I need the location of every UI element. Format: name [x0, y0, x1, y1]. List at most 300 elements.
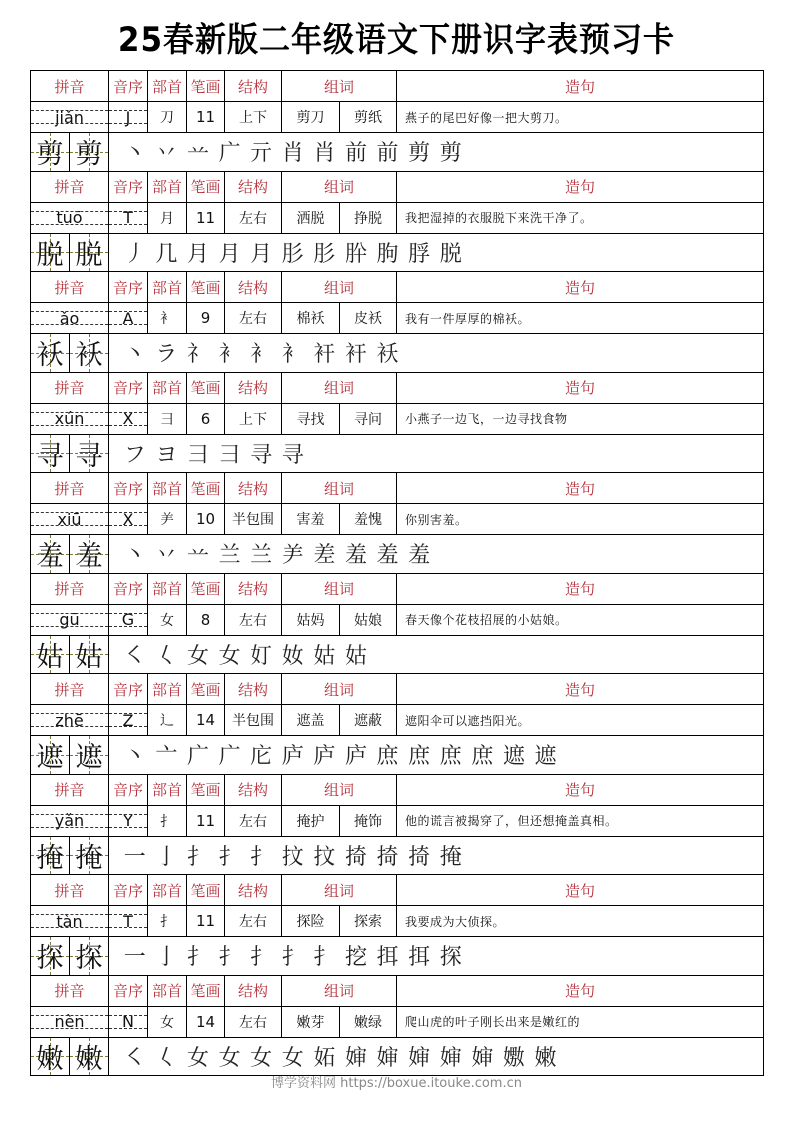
- yinxu-value: J: [109, 102, 148, 132]
- stroke-step: 羞: [376, 543, 399, 569]
- bushou-value: ⺶: [148, 504, 187, 534]
- header-pinyin: 拼音: [31, 172, 109, 202]
- jiegou-value: 上下: [225, 102, 282, 132]
- header-pinyin: 拼音: [31, 875, 109, 905]
- header-yinxu: 音序: [109, 473, 148, 503]
- stroke-step: 𡿨: [155, 643, 178, 669]
- stroke-step: 扌: [218, 945, 241, 971]
- bihua-value: 11: [187, 203, 225, 233]
- header-jiegou: 结构: [225, 473, 282, 503]
- pinyin-value: gū: [31, 605, 109, 635]
- header-yinxu: 音序: [109, 373, 148, 403]
- bihua-value: 8: [187, 605, 225, 635]
- stroke-step: ラ: [155, 342, 178, 368]
- stroke-step: 广: [218, 141, 241, 167]
- stroke-step: 嫐: [502, 1045, 525, 1071]
- header-zuci: 组词: [282, 574, 397, 604]
- stroke-order: [109, 234, 763, 272]
- stroke-step: 月: [250, 241, 273, 267]
- character-card: [31, 875, 763, 976]
- bushou-value: 扌: [148, 906, 187, 936]
- practice-char: 嫩: [75, 1043, 103, 1075]
- page-title: 25春新版二年级语文下册识字表预习卡: [117, 20, 676, 60]
- pinyin-value: jiǎn: [31, 102, 109, 132]
- stroke-step: 扌: [281, 945, 304, 971]
- stroke-order: [109, 133, 763, 171]
- tianzige-box: [70, 435, 109, 473]
- stroke-step: 广: [218, 744, 241, 770]
- sentence: 我有一件厚厚的棉袄。: [405, 311, 531, 326]
- header-zuci: 组词: [282, 172, 397, 202]
- header-bihua: 笔画: [187, 775, 225, 805]
- header-jiegou: 结构: [225, 875, 282, 905]
- stroke-step: 挕: [376, 945, 399, 971]
- header-yinxu: 音序: [109, 272, 148, 302]
- header-jiegou: 结构: [225, 674, 282, 704]
- practice-char: 探: [36, 943, 64, 975]
- header-bushou: 部首: [148, 473, 187, 503]
- stroke-order: [109, 535, 763, 573]
- sentence: 我把湿掉的衣服脱下来洗干净了。: [405, 211, 593, 225]
- header-yinxu: 音序: [109, 976, 148, 1006]
- stroke-step: 一: [123, 945, 146, 971]
- stroke-step: 亓: [250, 141, 273, 167]
- stroke-step: 扌: [313, 945, 336, 971]
- bushou-value: 辶: [148, 705, 187, 735]
- header-jiegou: 结构: [225, 976, 282, 1006]
- stroke-step: 寻: [250, 442, 273, 468]
- stroke-step: 女: [186, 643, 209, 669]
- stroke-step: 庶: [408, 744, 431, 770]
- practice-row: [31, 937, 763, 976]
- stroke-step: 丶: [123, 543, 146, 569]
- header-row: [31, 71, 763, 102]
- stroke-step: 丷: [155, 141, 178, 167]
- sentence: 你别害羞。: [405, 512, 468, 527]
- character-card: [31, 574, 763, 675]
- stroke-step: 扌: [250, 844, 273, 870]
- stroke-step: 抆: [281, 844, 304, 870]
- bihua-value: 11: [187, 906, 225, 936]
- sentence: 我要成为大侦探。: [405, 914, 506, 929]
- stroke-step: 庐: [344, 744, 367, 770]
- practice-row: [31, 234, 763, 273]
- header-bushou: 部首: [148, 976, 187, 1006]
- info-row: [31, 203, 763, 234]
- stroke-step: 庀: [250, 744, 273, 770]
- stroke-step: ⺕: [218, 442, 241, 468]
- stroke-step: 女: [218, 643, 241, 669]
- character-table: [30, 70, 764, 1076]
- stroke-step: 亅: [155, 844, 178, 870]
- tianzige-box: [70, 937, 109, 975]
- stroke-step: ㇛: [123, 1045, 146, 1071]
- stroke-step: 姑: [344, 643, 367, 669]
- header-bushou: 部首: [148, 674, 187, 704]
- header-bihua: 笔画: [187, 71, 225, 101]
- header-yinxu: 音序: [109, 574, 148, 604]
- stroke-step: ヨ: [155, 442, 178, 468]
- header-jiegou: 结构: [225, 775, 282, 805]
- header-zaoju: 造句: [564, 680, 595, 699]
- practice-char: 嫩: [36, 1043, 64, 1075]
- stroke-step: 抆: [313, 844, 336, 870]
- header-zaoju: 造句: [564, 77, 595, 96]
- stroke-step: 探: [439, 945, 462, 971]
- tianzige-box: [31, 937, 70, 975]
- practice-char: 袄: [75, 340, 103, 372]
- header-bihua: 笔画: [187, 875, 225, 905]
- header-pinyin: 拼音: [31, 272, 109, 302]
- pinyin-value: yǎn: [31, 806, 109, 836]
- word-2: 皮袄: [340, 303, 397, 333]
- info-row: [31, 906, 763, 937]
- stroke-step: 脬: [408, 241, 431, 267]
- header-zuci: 组词: [282, 272, 397, 302]
- yinxu-value: Z: [109, 705, 148, 735]
- header-zaoju: 造句: [564, 479, 595, 498]
- tianzige-box: [70, 334, 109, 372]
- tianzige-box: [31, 435, 70, 473]
- stroke-step: 掎: [344, 844, 367, 870]
- practice-row: [31, 837, 763, 876]
- info-row: [31, 605, 763, 636]
- bihua-value: 11: [187, 806, 225, 836]
- header-bihua: 笔画: [187, 574, 225, 604]
- stroke-step: 礻: [186, 342, 209, 368]
- header-row: [31, 373, 763, 404]
- header-yinxu: 音序: [109, 71, 148, 101]
- yinxu-value: N: [109, 1007, 148, 1037]
- stroke-step: 姑: [313, 643, 336, 669]
- header-zuci: 组词: [282, 674, 397, 704]
- practice-row: [31, 535, 763, 574]
- info-row: [31, 102, 763, 133]
- info-row: [31, 303, 763, 334]
- stroke-step: 羞: [408, 543, 431, 569]
- bihua-value: 14: [187, 1007, 225, 1037]
- sentence: 他的谎言被揭穿了，但还想掩盖真相。: [405, 814, 618, 828]
- header-row: [31, 473, 763, 504]
- character-card: [31, 775, 763, 876]
- jiegou-value: 半包围: [225, 705, 282, 735]
- word-1: 探险: [282, 906, 340, 936]
- stroke-step: 婶: [471, 1045, 494, 1071]
- stroke-step: 前: [376, 141, 399, 167]
- stroke-step: 一: [123, 844, 146, 870]
- header-zaoju: 造句: [564, 580, 595, 598]
- yinxu-value: X: [109, 404, 148, 434]
- stroke-step: 女: [250, 1045, 273, 1071]
- header-bihua: 笔画: [187, 272, 225, 302]
- header-zuci: 组词: [282, 373, 397, 403]
- stroke-order: [109, 435, 763, 473]
- pinyin-value: nèn: [31, 1007, 109, 1037]
- stroke-step: 广: [186, 744, 209, 770]
- stroke-step: 兰: [218, 543, 241, 569]
- header-bushou: 部首: [148, 172, 187, 202]
- tianzige-box: [70, 837, 109, 875]
- stroke-step: ㇛: [123, 643, 146, 669]
- header-pinyin: 拼音: [31, 71, 109, 101]
- pinyin-value: zhē: [31, 705, 109, 735]
- stroke-step: 挖: [344, 945, 367, 971]
- character-card: [31, 976, 763, 1077]
- practice-char: 掩: [75, 842, 103, 874]
- stroke-step: 庐: [281, 744, 304, 770]
- header-zuci: 组词: [282, 875, 397, 905]
- stroke-step: 婶: [408, 1045, 431, 1071]
- sentence: 遮阳伞可以遮挡阳光。: [405, 713, 531, 728]
- header-zaoju: 造句: [564, 278, 595, 297]
- header-bushou: 部首: [148, 373, 187, 403]
- header-row: [31, 775, 763, 806]
- pinyin-value: tuō: [31, 203, 109, 233]
- tianzige-box: [70, 636, 109, 674]
- word-2: 挣脱: [340, 203, 397, 233]
- jiegou-value: 左右: [225, 806, 282, 836]
- word-1: 遮盖: [282, 705, 340, 735]
- header-row: [31, 674, 763, 705]
- header-zaoju: 造句: [564, 178, 595, 196]
- stroke-step: 庶: [439, 744, 462, 770]
- header-jiegou: 结构: [225, 172, 282, 202]
- word-1: 姑妈: [282, 605, 340, 635]
- practice-char: 羞: [36, 541, 64, 573]
- header-bihua: 笔画: [187, 674, 225, 704]
- jiegou-value: 半包围: [225, 504, 282, 534]
- bushou-value: 女: [148, 605, 187, 635]
- jiegou-value: 上下: [225, 404, 282, 434]
- sentence: 小燕子一边飞，一边寻找食物: [405, 412, 568, 426]
- stroke-step: 䒑: [186, 141, 209, 167]
- jiegou-value: 左右: [225, 605, 282, 635]
- stroke-step: 寻: [281, 442, 304, 468]
- practice-char: 羞: [75, 541, 103, 573]
- practice-char: 遮: [36, 742, 64, 774]
- stroke-step: 丿: [123, 241, 146, 267]
- practice-char: 寻: [36, 440, 64, 472]
- stroke-step: 婶: [344, 1045, 367, 1071]
- yinxu-value: A: [109, 303, 148, 333]
- bihua-value: 11: [187, 102, 225, 132]
- stroke-step: 月: [218, 241, 241, 267]
- stroke-step: 差: [313, 543, 336, 569]
- header-yinxu: 音序: [109, 875, 148, 905]
- info-row: [31, 404, 763, 435]
- header-row: [31, 976, 763, 1007]
- practice-char: 掩: [36, 842, 64, 874]
- info-row: [31, 705, 763, 736]
- header-bushou: 部首: [148, 875, 187, 905]
- practice-char: 探: [75, 943, 103, 975]
- info-row: [31, 806, 763, 837]
- character-card: [31, 172, 763, 273]
- info-row: [31, 504, 763, 535]
- stroke-step: 肖: [281, 141, 304, 167]
- practice-row: [31, 636, 763, 675]
- tianzige-box: [31, 133, 70, 171]
- pinyin-value: tàn: [31, 906, 109, 936]
- word-2: 姑娘: [340, 605, 397, 635]
- header-pinyin: 拼音: [31, 976, 109, 1006]
- stroke-step: 肜: [313, 241, 336, 267]
- header-pinyin: 拼音: [31, 775, 109, 805]
- jiegou-value: 左右: [225, 303, 282, 333]
- tianzige-box: [31, 234, 70, 272]
- header-zaoju: 造句: [564, 379, 595, 397]
- stroke-step: 羞: [344, 543, 367, 569]
- header-jiegou: 结构: [225, 71, 282, 101]
- jiegou-value: 左右: [225, 906, 282, 936]
- practice-char: 寻: [75, 440, 103, 472]
- header-jiegou: 结构: [225, 272, 282, 302]
- bihua-value: 9: [187, 303, 225, 333]
- stroke-step: 丶: [123, 141, 146, 167]
- stroke-step: 衤: [218, 342, 241, 368]
- stroke-step: 彐: [186, 442, 209, 468]
- header-yinxu: 音序: [109, 172, 148, 202]
- stroke-step: 女: [186, 1045, 209, 1071]
- header-pinyin: 拼音: [31, 574, 109, 604]
- word-2: 剪纸: [340, 102, 397, 132]
- header-zuci: 组词: [282, 976, 397, 1006]
- yinxu-value: Y: [109, 806, 148, 836]
- header-row: [31, 172, 763, 203]
- stroke-step: 肸: [344, 241, 367, 267]
- header-zaoju: 造句: [564, 781, 595, 799]
- character-card: [31, 373, 763, 474]
- header-pinyin: 拼音: [31, 674, 109, 704]
- bushou-value: 扌: [148, 806, 187, 836]
- stroke-order: [109, 334, 763, 372]
- practice-row: [31, 1038, 763, 1077]
- practice-char: 姑: [75, 641, 103, 673]
- stroke-step: 庶: [471, 744, 494, 770]
- yinxu-value: G: [109, 605, 148, 635]
- practice-char: 剪: [75, 139, 103, 171]
- character-card: [31, 272, 763, 373]
- stroke-step: 庶: [376, 744, 399, 770]
- bihua-value: 6: [187, 404, 225, 434]
- pinyin-value: xiū: [31, 504, 109, 534]
- practice-row: [31, 736, 763, 775]
- word-2: 探索: [340, 906, 397, 936]
- header-bihua: 笔画: [187, 473, 225, 503]
- header-bihua: 笔画: [187, 373, 225, 403]
- stroke-step: 遮: [502, 744, 525, 770]
- stroke-step: 剪: [408, 141, 431, 167]
- word-2: 遮蔽: [340, 705, 397, 735]
- practice-char: 姑: [36, 641, 64, 673]
- header-zuci: 组词: [282, 71, 397, 101]
- stroke-step: 奵: [250, 643, 273, 669]
- sentence: 爬山虎的叶子刚长出来是嫩红的: [405, 1015, 581, 1029]
- practice-char: 袄: [36, 340, 64, 372]
- stroke-step: 扌: [250, 945, 273, 971]
- stroke-step: 掩: [439, 844, 462, 870]
- practice-char: 遮: [75, 742, 103, 774]
- bushou-value: 月: [148, 203, 187, 233]
- practice-row: [31, 435, 763, 474]
- stroke-step: 庐: [313, 744, 336, 770]
- header-jiegou: 结构: [225, 574, 282, 604]
- stroke-order: [109, 1038, 763, 1076]
- stroke-step: 掎: [408, 844, 431, 870]
- header-bihua: 笔画: [187, 976, 225, 1006]
- stroke-step: 衤: [281, 342, 304, 368]
- stroke-step: フ: [123, 442, 146, 468]
- stroke-step: 朐: [376, 241, 399, 267]
- stroke-order: [109, 837, 763, 875]
- yinxu-value: T: [109, 203, 148, 233]
- tianzige-box: [31, 736, 70, 774]
- yinxu-value: T: [109, 906, 148, 936]
- header-pinyin: 拼音: [31, 473, 109, 503]
- word-2: 羞愧: [340, 504, 397, 534]
- stroke-step: 女: [281, 1045, 304, 1071]
- header-bushou: 部首: [148, 272, 187, 302]
- word-1: 洒脱: [282, 203, 340, 233]
- tianzige-box: [70, 234, 109, 272]
- header-yinxu: 音序: [109, 775, 148, 805]
- tianzige-box: [31, 1038, 70, 1076]
- header-zaoju: 造句: [564, 881, 595, 900]
- word-2: 寻问: [340, 404, 397, 434]
- tianzige-box: [31, 636, 70, 674]
- footer-watermark: 博学资料网 https://boxue.itouke.com.cn: [271, 1076, 522, 1091]
- stroke-step: 女: [218, 1045, 241, 1071]
- tianzige-box: [70, 736, 109, 774]
- character-card: [31, 473, 763, 574]
- stroke-order: [109, 636, 763, 674]
- jiegou-value: 左右: [225, 1007, 282, 1037]
- stroke-step: 亠: [155, 744, 178, 770]
- stroke-step: 奻: [281, 643, 304, 669]
- stroke-step: 兰: [250, 543, 273, 569]
- stroke-step: 丶: [123, 744, 146, 770]
- bushou-value: 彐: [148, 404, 187, 434]
- stroke-step: 衦: [344, 342, 367, 368]
- word-1: 寻找: [282, 404, 340, 434]
- header-row: [31, 272, 763, 303]
- practice-char: 脱: [75, 239, 103, 271]
- practice-char: 剪: [36, 139, 64, 171]
- jiegou-value: 左右: [225, 203, 282, 233]
- stroke-step: 扌: [186, 945, 209, 971]
- header-row: [31, 875, 763, 906]
- word-1: 掩护: [282, 806, 340, 836]
- stroke-step: 嫩: [534, 1045, 557, 1071]
- tianzige-box: [70, 535, 109, 573]
- stroke-order: [109, 736, 763, 774]
- stroke-step: 婶: [439, 1045, 462, 1071]
- stroke-step: 亅: [155, 945, 178, 971]
- header-bushou: 部首: [148, 574, 187, 604]
- stroke-step: 𡿨: [155, 1045, 178, 1071]
- word-1: 嫩芽: [282, 1007, 340, 1037]
- header-zuci: 组词: [282, 775, 397, 805]
- stroke-step: 婶: [376, 1045, 399, 1071]
- stroke-step: 剪: [439, 141, 462, 167]
- stroke-step: 衦: [313, 342, 336, 368]
- header-zuci: 组词: [282, 473, 397, 503]
- stroke-step: 脱: [439, 241, 462, 267]
- bushou-value: 衤: [148, 303, 187, 333]
- stroke-step: 遮: [534, 744, 557, 770]
- header-jiegou: 结构: [225, 373, 282, 403]
- stroke-step: 前: [344, 141, 367, 167]
